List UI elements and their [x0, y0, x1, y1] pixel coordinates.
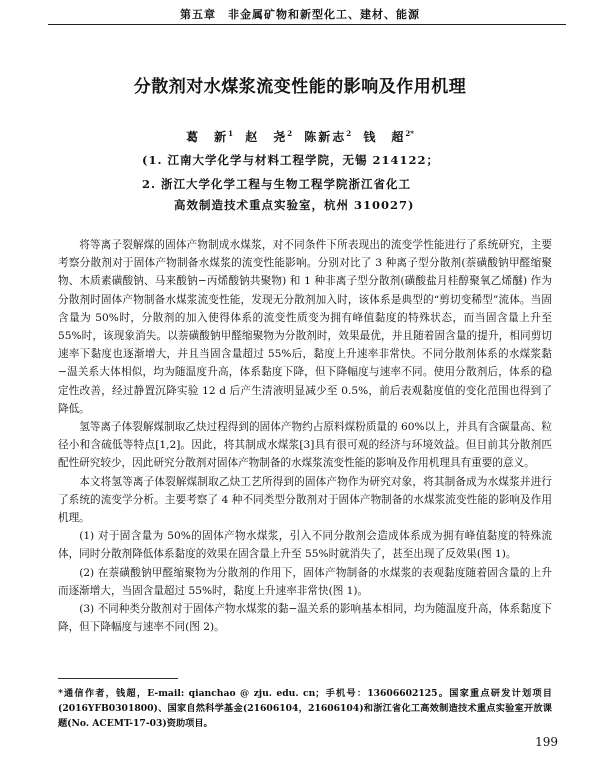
author-name: 葛 新: [186, 130, 229, 144]
page-number: 199: [535, 735, 558, 749]
finding-paragraph: (1) 对于固含量为 50%的固体产物水煤浆，引入不同分散剂会造成体系成为拥有峰值黏度的特殊流体，同时分散剂降低体系黏度的效果在固含量上升至 55%时就消失了，甚至出现了反效果(图 1)。: [58, 530, 552, 561]
author-affiliation-mark: 2: [346, 129, 352, 138]
header-rule: [48, 24, 566, 25]
body-paragraph: 氢等离子体裂解煤制取乙炔过程得到的固体产物约占原料煤粉质量的 60%以上，并具有含碳量高、粒径小和含硫低等特点[1,2]。因此，将其制成水煤浆[3]具有很可观的经济与环境效益。但目前其分散剂匹配性研究较少，因此研究分散剂对固体产物制备的水煤浆流变性能的影响及作用机理具有重要的意义。: [58, 421, 552, 470]
author-affiliation-mark: 2*: [405, 129, 414, 138]
affiliation-line: 高效制造技术重点实验室，杭州 310027): [174, 198, 415, 212]
author-name: 陈新志: [304, 130, 347, 144]
running-head: 第五章 非金属矿物和新型化工、建材、能源: [180, 8, 420, 21]
body-text: [58, 236, 552, 636]
affiliation-line: (1. 江南大学化学与材料工程学院，无锡 214122；: [142, 153, 439, 167]
author-name: 赵 尧: [245, 130, 288, 144]
footnote-rule: [58, 678, 178, 679]
finding-paragraph: (2) 在萘磺酸钠甲醛缩聚物为分散剂的作用下，固体产物制备的水煤浆的表观黏度随着固含量的上升而逐渐增大，当固含量超过 55%时，黏度上升速率非常快(图 1)。: [58, 566, 552, 597]
author-affiliation-mark: 1: [228, 129, 233, 138]
article-title: 分散剂对水煤浆流变性能的影响及作用机理: [133, 77, 467, 97]
body-paragraph: 本文将氢等离子体裂解煤制取乙炔工艺所得到的固体产物作为研究对象，将其制备成为水煤浆并进行了系统的流变学分析。主要考察了 4 种不同类型分散剂对于固体产物制备的水煤浆流变性能的影响及作用机理。: [58, 475, 552, 525]
finding-paragraph: (3) 不同种类分散剂对于固体产物水煤浆的黏−温关系的影响基本相同，均为随温度升高，体系黏度下降，但下降幅度与速率不同(图 2)。: [58, 603, 552, 634]
author-affiliation-mark: 2: [287, 129, 293, 138]
author-name: 钱 超: [363, 130, 406, 144]
author-list: [0, 128, 600, 145]
affiliation-line: 2. 浙江大学化学工程与生物工程学院浙江省化工: [142, 177, 412, 191]
footnote: *通信作者，钱超，E-mail: qianchao @ zju. edu. cn；手机号：13606602125。国家重点研发计划项目(2016YFB0301800)、国家自然科学基金(21606104，21606104)和浙江省化工高效制造技术重点实验室开放课题(No. ACEMT-17-03)资助项目。: [58, 688, 552, 729]
abstract-paragraph: 将等离子裂解煤的固体产物制成水煤浆，对不同条件下所表现出的流变学性能进行了系统研究，主要考察分散剂对于固体产物制备水煤浆的流变性能影响。分别对比了 3 种离子型分散剂(萘磺酸钠甲醛缩聚物、木质素磺酸钠、马来酸钠−丙烯酸钠共聚物) 和 1 种非离子型分散剂(磺酸盐月桂醇聚氧乙烯醚) 作为分散剂时固体产物制备水煤浆流变性能，发现无分散剂加入时，该体系是典型的“剪切变稀型”流体。当固含量为 50%时，分散剂的加入使得体系的流变性质变为拥有峰值黏度的特殊状态，而当固含量上升至 55%时，该现象消失。以萘磺酸钠甲醛缩聚物为分散剂时，效果最优，并且随着固含量的提升，相同剪切速率下黏度也逐渐增大，并且当固含量超过 55%后，黏度上升速率非常快。不同分散剂体系的水煤浆黏−温关系大体相似，均为随温度升高，体系黏度下降，但下降幅度与速率不同。使用分散剂后，体系的稳定性改善，经过静置沉降实验 12 d 后产生清液明显减少至 0.5%，前后表观黏度值的变化范围也得到了降低。: [58, 239, 552, 415]
